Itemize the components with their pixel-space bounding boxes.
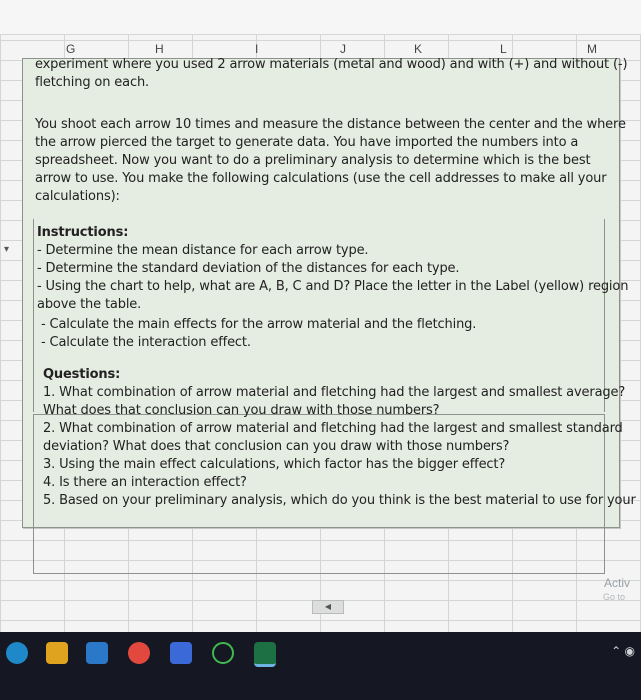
mail-icon[interactable] <box>86 642 108 664</box>
system-tray[interactable]: ⌃ ◉ <box>611 644 635 658</box>
windows-taskbar <box>0 632 641 700</box>
store-icon[interactable] <box>46 642 68 664</box>
paragraph-line: spreadsheet. Now you want to do a preliminary analysis to determine which is the best <box>35 153 591 168</box>
activate-windows-watermark: Activ <box>604 576 631 590</box>
paragraph-line: You shoot each arrow 10 times and measure the distance between the center and the where <box>35 117 626 132</box>
instruction-item: - Determine the mean distance for each arrow type. <box>37 243 369 258</box>
instructions-textbox[interactable] <box>22 57 636 528</box>
column-header-g[interactable]: G <box>66 42 76 56</box>
textbox-line: experiment where you used 2 arrow materials (metal and wood) and with (+) and without (-) <box>35 57 628 72</box>
paragraph-line: arrow to use. You make the following calculations (use the cell addresses to make all your <box>35 171 607 186</box>
instruction-item: - Determine the standard deviation of the distances for each type. <box>37 261 460 276</box>
video-icon[interactable] <box>170 642 192 664</box>
question-item: 4. Is there an interaction effect? <box>43 475 247 490</box>
edge-icon[interactable] <box>6 642 28 664</box>
textbox-line: fletching on each. <box>35 75 150 90</box>
horizontal-scroll-arrow[interactable]: ◀ <box>312 600 344 614</box>
question-item: deviation? What does that conclusion can you draw with those numbers? <box>43 439 510 454</box>
column-header-k[interactable]: K <box>414 42 423 56</box>
instruction-item: - Using the chart to help, what are A, B, C and D? Place the letter in the Label (yellow) region <box>37 279 629 294</box>
column-header-i[interactable]: I <box>255 42 259 56</box>
instructions-heading: Instructions: <box>37 225 129 240</box>
column-header-h[interactable]: H <box>155 42 164 56</box>
paragraph-line: the arrow pierced the target to generate data. You have imported the numbers into a <box>35 135 579 150</box>
instruction-item: - Calculate the interaction effect. <box>41 335 251 350</box>
questions-heading: Questions: <box>43 367 121 382</box>
column-header-m[interactable]: M <box>587 42 597 56</box>
question-item: 2. What combination of arrow material and fletching had the largest and smallest standard <box>43 421 623 436</box>
ribbon-edge <box>0 0 641 35</box>
question-item: 5. Based on your preliminary analysis, which do you think is the best material to use for your <box>43 493 636 508</box>
excel-icon[interactable] <box>254 642 276 667</box>
question-item: 1. What combination of arrow material and fletching had the largest and smallest average? <box>43 385 626 400</box>
row-marker-icon: ▾ <box>4 244 10 255</box>
question-item: What does that conclusion can you draw with those numbers? <box>43 403 440 418</box>
paragraph-line: calculations): <box>35 189 120 204</box>
activate-windows-subtext: Go to <box>603 592 626 602</box>
instruction-item: above the table. <box>37 297 142 312</box>
instruction-item: - Calculate the main effects for the arrow material and the fletching. <box>41 317 477 332</box>
chrome-icon[interactable] <box>128 642 150 664</box>
column-header-l[interactable]: L <box>500 42 507 56</box>
column-header-j[interactable]: J <box>340 42 346 56</box>
question-item: 3. Using the main effect calculations, which factor has the bigger effect? <box>43 457 506 472</box>
circle-app-icon[interactable] <box>212 642 234 664</box>
